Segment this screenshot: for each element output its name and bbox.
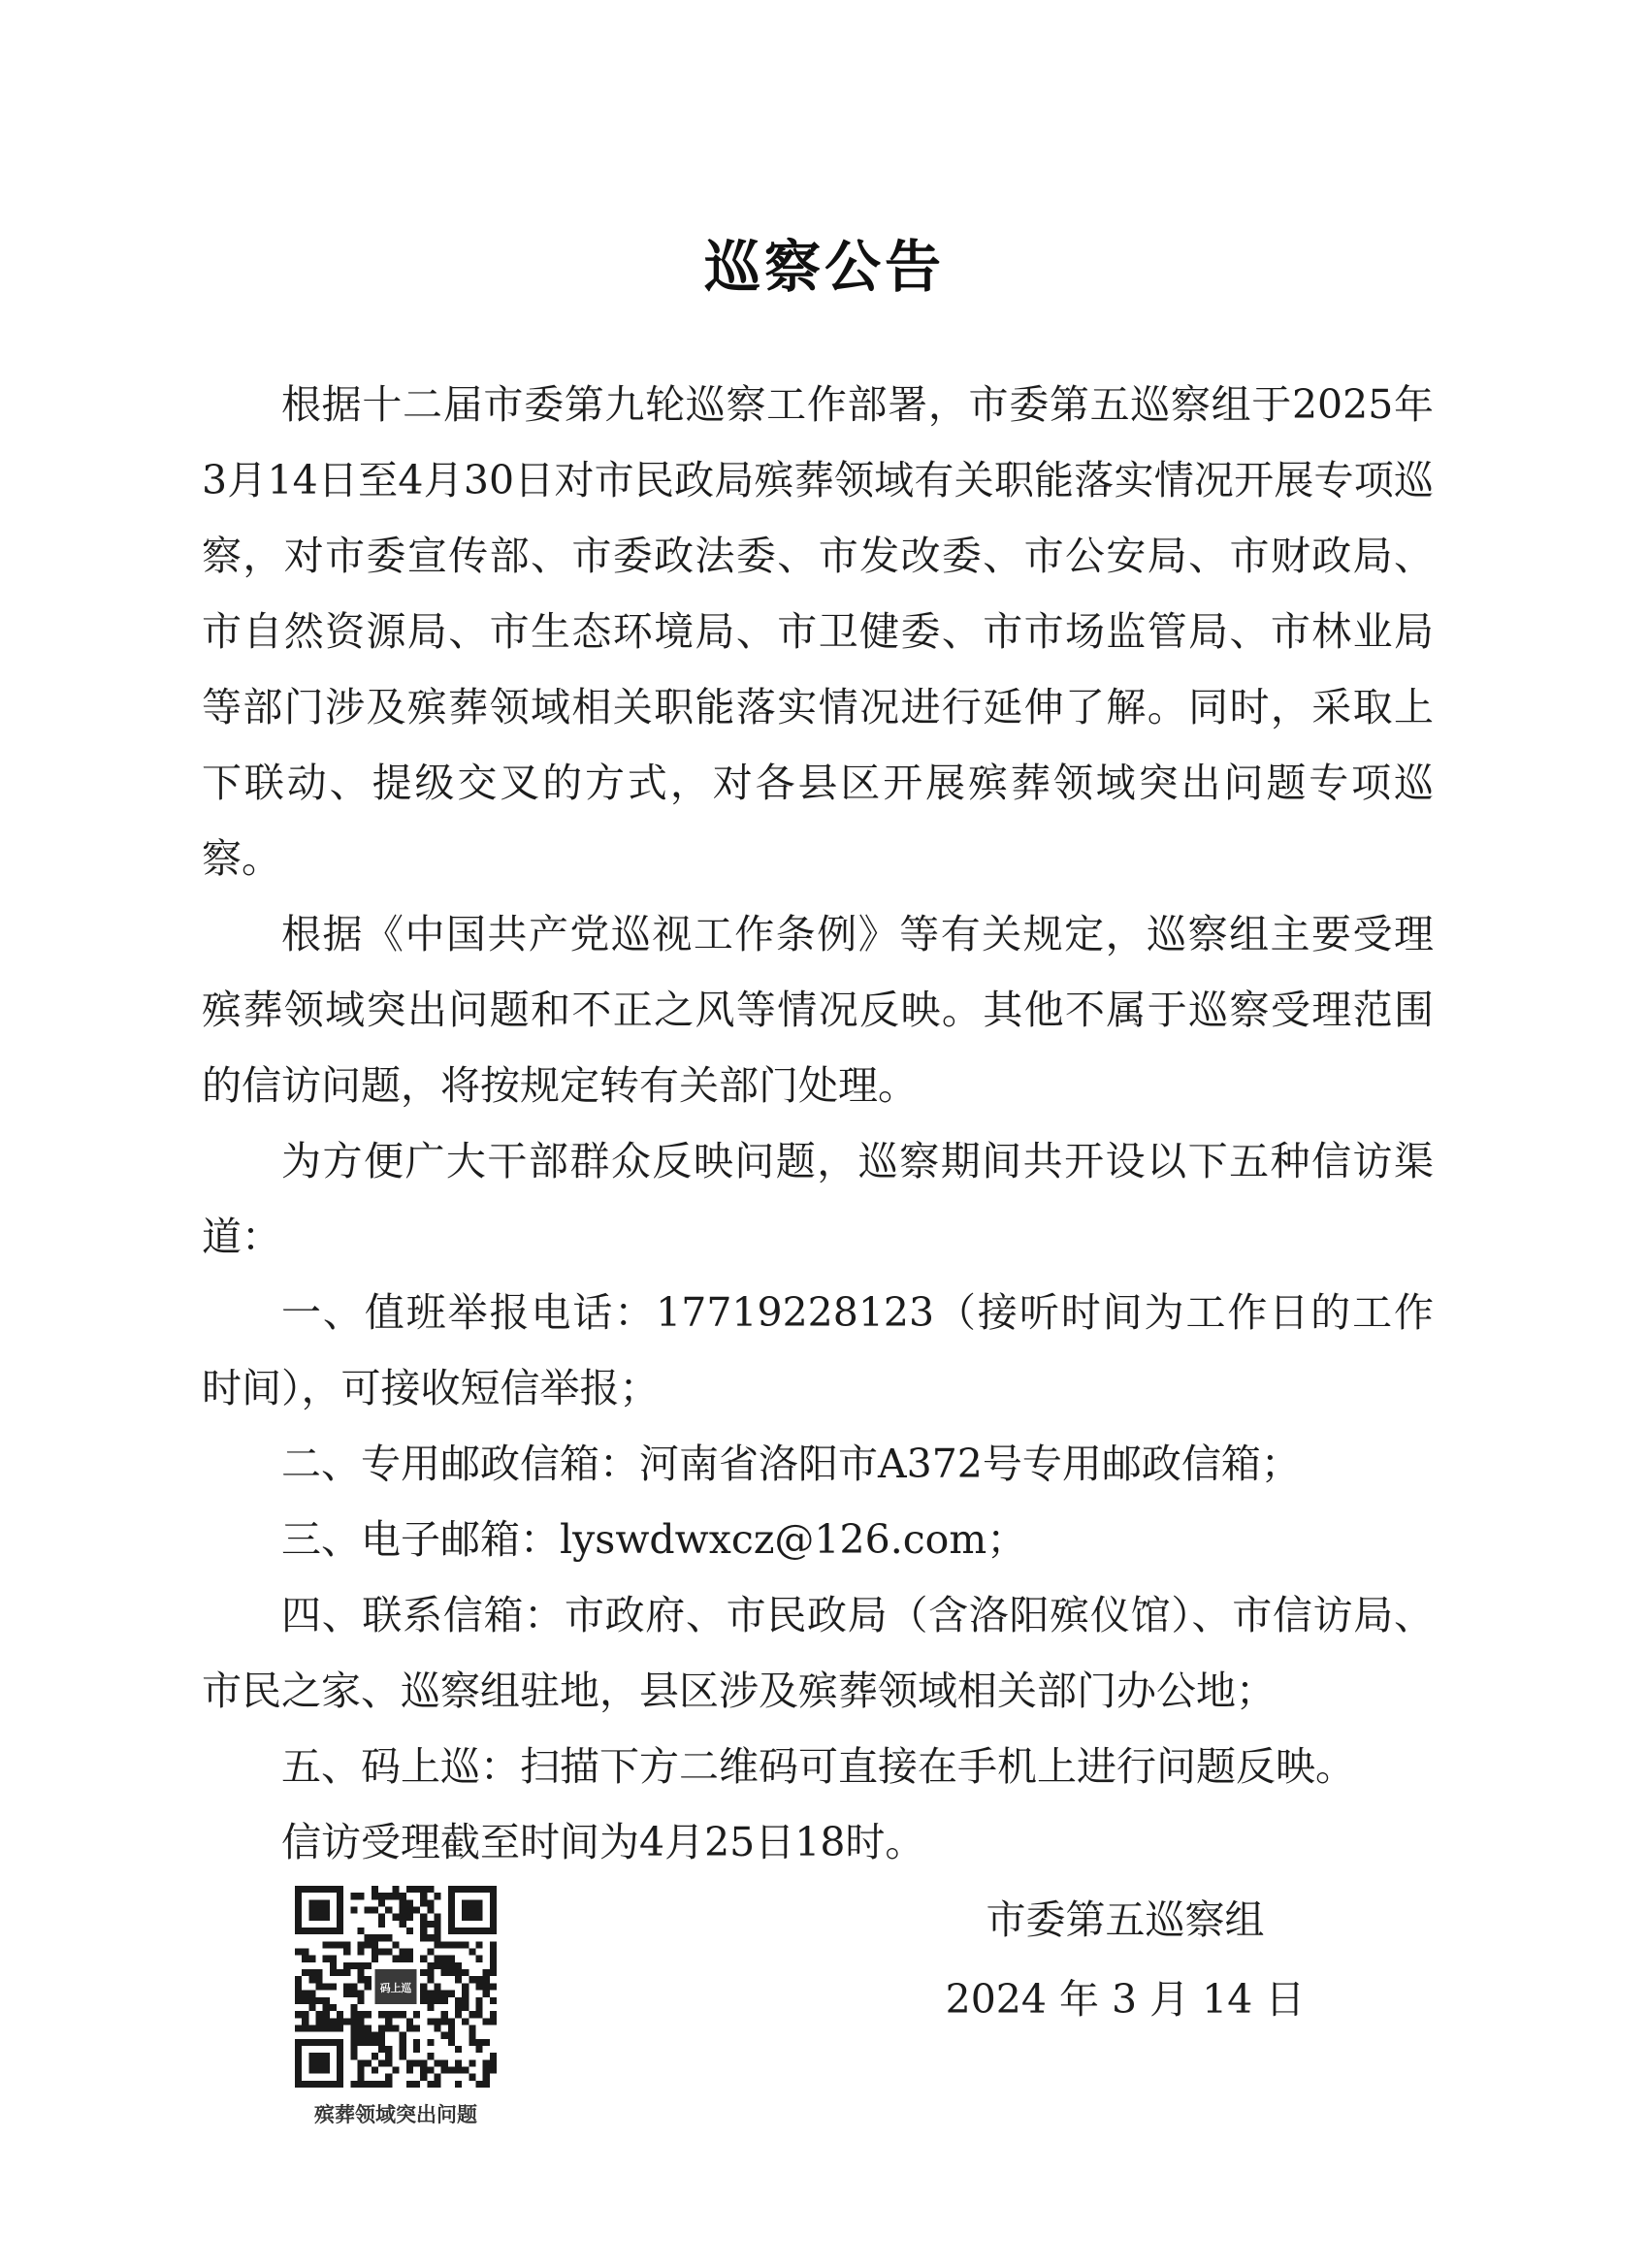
channel-mailbox: 四、联系信箱：市政府、市民政局（含洛阳殡仪馆）、市信访局、市民之家、巡察组驻地，县区涉及殡葬领域相关部门办公地； bbox=[202, 1592, 1434, 1714]
announcement-body bbox=[202, 367, 1434, 1880]
signature-org: 市委第五巡察组 bbox=[986, 1896, 1265, 1943]
paragraph-scope: 根据《中国共产党巡视工作条例》等有关规定，巡察组主要受理殡葬领域突出问题和不正之风等情况反映。其他不属于巡察受理范围的信访问题，将按规定转有关部门处理。 bbox=[202, 911, 1434, 1109]
page-title: 巡察公告 bbox=[703, 234, 945, 300]
qr-caption: 殡葬领域突出问题 bbox=[314, 2103, 477, 2126]
qr-block bbox=[295, 1886, 508, 2128]
deadline-note: 信访受理截至时间为4月25日18时。 bbox=[281, 1819, 925, 1865]
signature-block bbox=[931, 1880, 1319, 2039]
signature-date: 2024 年 3 月 14 日 bbox=[945, 1976, 1306, 2023]
channel-phone: 一、值班举报电话：17719228123（接听时间为工作日的工作时间），可接收短信举报； bbox=[202, 1289, 1434, 1411]
channel-postbox: 二、专用邮政信箱：河南省洛阳市A372号专用邮政信箱； bbox=[281, 1441, 1301, 1487]
qr-center-label: 码上巡 bbox=[379, 1982, 412, 1995]
channel-qr: 五、码上巡：扫描下方二维码可直接在手机上进行问题反映。 bbox=[281, 1743, 1355, 1790]
channel-email: 三、电子邮箱：lyswdwxcz@126.com； bbox=[281, 1516, 1027, 1563]
paragraph-channels-intro: 为方便广大干部群众反映问题，巡察期间共开设以下五种信访渠道： bbox=[202, 1138, 1434, 1260]
paragraph-intro: 根据十二届市委第九轮巡察工作部署，市委第五巡察组于2025年3月14日至4月30日对市民政局殡葬领域有关职能落实情况开展专项巡察，对市委宣传部、市委政法委、市发改委、市公安局、市财政局、市自然资源局、市生态环境局、市卫健委、市市场监管局、市林业局等部门涉及殡葬领域相关职能落实情况进行延伸了解。同时，采取上下联动、提级交叉的方式，对各县区开展殡葬领域突出问题专项巡察。 bbox=[202, 381, 1434, 882]
qr-code-image[interactable] bbox=[295, 1886, 497, 2088]
